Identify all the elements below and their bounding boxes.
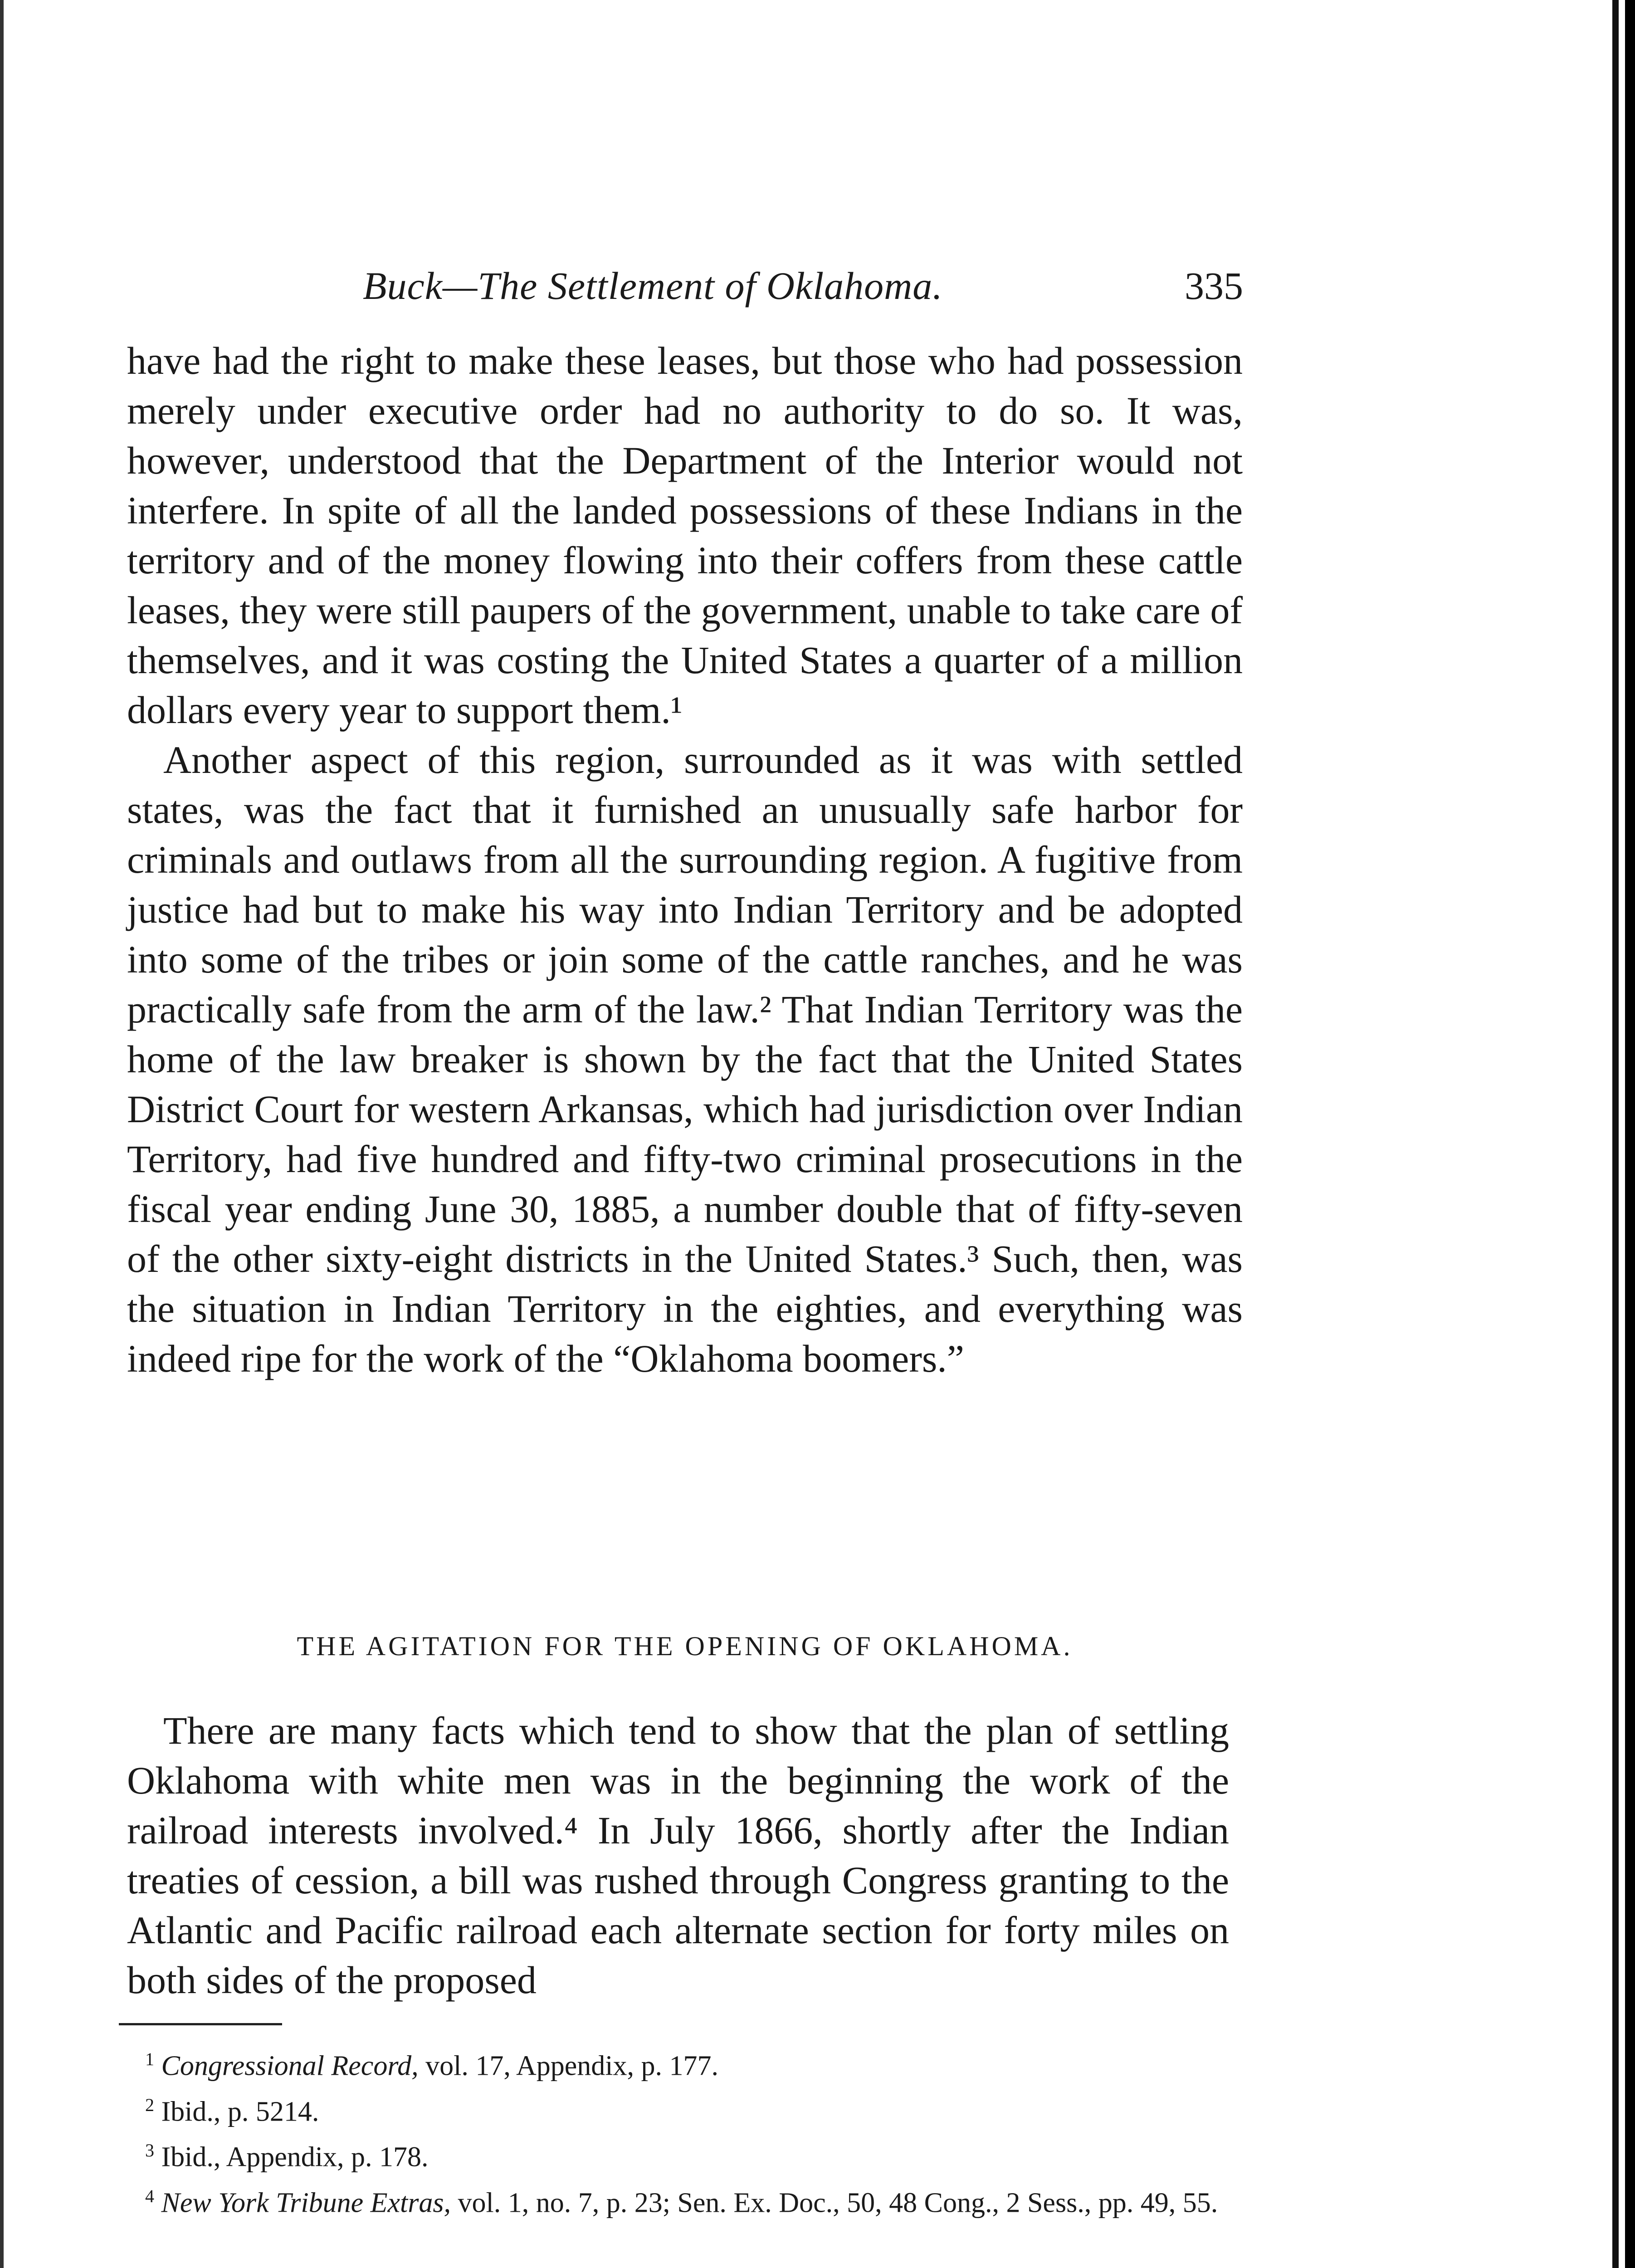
scan-edge-right-outer <box>1625 0 1635 2268</box>
paragraph-2: Another aspect of this region, surrounded as it was with settled states, was the fact that it furnished an unusually safe harbor for criminals and outlaws from all the surrounding region. A fugitive from justice had but to make his way into Indian Territory and be adopted into some of the tribes or join some of the cattle ranches, and he was practically safe from the arm of the law.² That Indian Territory was the home of the law breaker is shown by the fact that the United States District Court for western Arkansas, which had jurisdiction over Indian Territory, had five hundred and fifty-two criminal prosecutions in the fiscal year ending June 30, 1885, a number double that of fifty-seven of the other sixty-eight districts in the United States.³ Such, then, was the situation in Indian Territory in the eighties, and everything was indeed ripe for the work of the “Oklahoma boomers.” <box>127 738 1243 1380</box>
footnote-text: Ibid., Appendix, p. 178. <box>161 2141 429 2173</box>
section-heading: THE AGITATION FOR THE OPENING OF OKLAHOMA. <box>297 1631 1073 1661</box>
footnote-divider <box>119 2023 282 2025</box>
footnote-text: vol. 17, Appendix, p. 177. <box>418 2050 718 2082</box>
footnote-text: vol. 1, no. 7, p. 23; Sen. Ex. Doc., 50, 48 Cong., 2 Sess., pp. 49, 55. <box>450 2187 1218 2219</box>
footnote-2 <box>127 2087 1225 2130</box>
footnote-4 <box>127 2178 1225 2221</box>
footnote-number: 1 <box>145 2049 154 2069</box>
running-title: Buck—The Settlement of Oklahoma. <box>363 264 943 308</box>
footnote-number: 4 <box>145 2185 154 2206</box>
scan-edge-right <box>1612 0 1619 2268</box>
footnote-number: 3 <box>145 2140 154 2161</box>
footnote-source: New York Tribune Extras, <box>161 2187 451 2219</box>
footnote-3 <box>127 2132 1225 2175</box>
page-number: 335 <box>1185 264 1243 308</box>
footnote-text: Ibid., p. 5214. <box>161 2096 319 2127</box>
section-body <box>127 1706 1229 2005</box>
scan-edge-left <box>0 0 4 2268</box>
footnote-1 <box>127 2041 1225 2084</box>
paragraph-1: have had the right to make these leases, but those who had possession merely under executive order had no authority to do so. It was, however, understood that the Department of the Interior would not interfere. In spite of all the landed possessions of these Indians in the territory and of the money flowing into their coffers from these cattle leases, they were still paupers of the government, unable to take care of themselves, and it was costing the United States a quarter of a million dollars every year to support them.¹ <box>127 339 1243 732</box>
footnote-source: Congressional Record, <box>161 2050 419 2082</box>
body-text <box>127 336 1243 1383</box>
footnote-number: 2 <box>145 2094 154 2115</box>
footnotes <box>127 2041 1225 2224</box>
paragraph-3: There are many facts which tend to show that the plan of settling Oklahoma with white men was in the beginning the work of the railroad interests involved.⁴ In July 1866, shortly after the Indian treaties of cession, a bill was rushed through Congress granting to the Atlantic and Pacific railroad each alternate section for forty miles on both sides of the proposed <box>127 1709 1229 2002</box>
